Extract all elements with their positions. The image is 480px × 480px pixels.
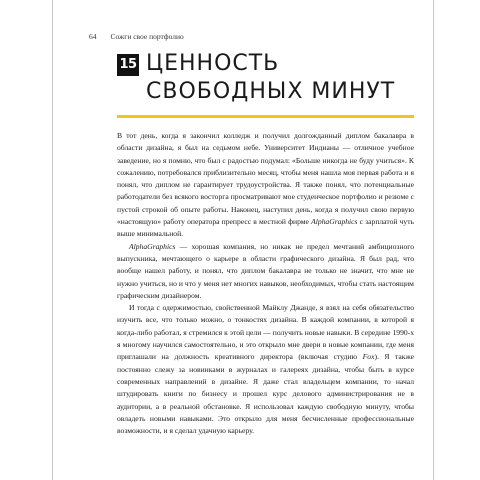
book-page: [52, 0, 434, 480]
paragraph-1: В тот день, когда я закончил колледж и получил долгожданный диплом бакалавра в области дизайна, я был на седьмом небе. Университет Индианы — отличное учебное заведение, но я помню, что был с радостью подумал: «Больше никогда не буду учиться». К сожалению, потребовался приблизительно месяц, чтобы меня нашла моя первая работа и я понял, что диплом не гарантирует трудоустройства. Я также понял, что потенциальные работодатели без всякого восторга просматривают мое студенческое портфолио и резюме с пустой строкой об опыте работы. Наконец, наступил день, когда я получил свою первую «настоящую» работу оператора препресс в местной фирме AlphaGraphics с зарплатой чуть выше минимальной.: [117, 131, 414, 239]
paragraph-2: AlphaGraphics — хорошая компания, но никак не предел мечтаний амбициозного выпускника, мечтающего о карьере в области графического дизайна. Я был рад, что вообще нашел работу, и понял, что диплом бакалавра не только не значит, что мне не нужно учиться, но и что у меня нет многих навыков, необходимых, чтобы стать настоящим графическим дизайнером.: [117, 241, 414, 300]
running-head: [89, 32, 184, 41]
chapter-title-line-1: ЦЕННОСТЬ: [146, 51, 280, 76]
chapter-body: [117, 130, 414, 437]
page-number: 64: [89, 32, 97, 41]
chapter-title: [146, 50, 395, 106]
book-title: Сожги свое портфолио: [110, 32, 184, 41]
chapter-title-line-2: СВОБОДНЫХ МИНУТ: [146, 79, 396, 104]
paragraph-3: И тогда с одержимостью, свойственной Майклу Джанде, я взял на себя обязательство изучить все, что только можно, о тонкостях дизайна. В каждой компании, в которой я когда-либо работал, я стремился к этой цели — получить новые навыки. В середине 1990-х я многому научился самостоятельно, и это открыло мне двери в новые компании, где меня приглашали на должность креативного директора (включая студию Fox). Я также постоянно слежу за новинками в журналах и галереях дизайна, чтобы быть в курсе современных направлений в дизайне. Я даже стал владельцем компании, то начал штудировать книги по бизнесу и прошел курс делового администрирования не в аудитории, а в реальной обстановке. Я использовал каждую свободную минуту, чтобы овладеть новыми навыками. Это открыло для меня бесчисленные профессиональные возможности, и я сделал удачную карьеру.: [117, 303, 415, 436]
chapter-number-badge: 15: [117, 54, 139, 76]
accent-divider: [117, 115, 414, 118]
